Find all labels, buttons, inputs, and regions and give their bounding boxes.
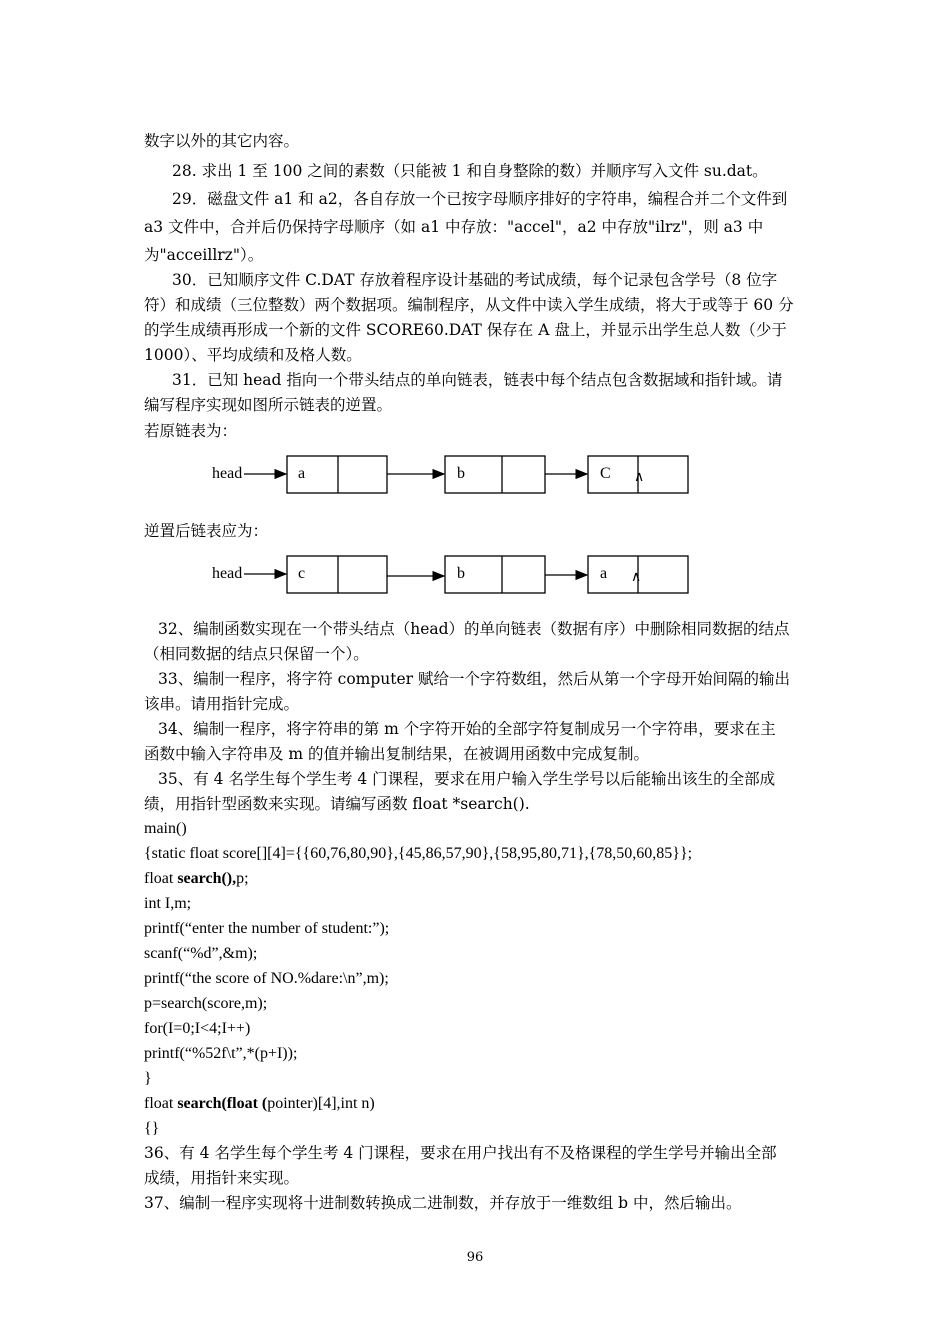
code-line: int I,m;: [144, 895, 192, 912]
head-label: head: [212, 565, 243, 582]
question-31: 31．已知 head 指向一个带头结点的单向链表，链表中每个结点包含数据域和指针域。请: [172, 371, 783, 389]
text-line: a3 文件中，合并后仍保持字母顺序（如 a1 中存放："accel"，a2 中存放"ilrz"，则 a3 中: [144, 218, 764, 236]
text-line: 编写程序实现如图所示链表的逆置。: [144, 396, 393, 414]
node-value: a: [298, 465, 306, 482]
text-line: 数字以外的其它内容。: [144, 132, 300, 150]
question-29: 29．磁盘文件 a1 和 a2，各自存放一个已按字母顺序排好的字符串，编程合并二个文件到: [172, 190, 788, 208]
question-35: 35、有 4 名学生每个学生考 4 门课程，要求在用户输入学生学号以后能输出该生的全部成: [158, 770, 776, 788]
question-30: 30．已知顺序文件 C.DAT 存放着程序设计基础的考试成绩，每个记录包含学号（8 位字: [172, 271, 778, 289]
code-bold-fragment: search(float (: [177, 1095, 268, 1112]
code-line: {}: [144, 1120, 160, 1137]
code-line: [144, 1094, 375, 1114]
code-line: printf(“enter the number of student:”);: [144, 920, 390, 937]
code-fragment: float: [144, 870, 178, 887]
node-value: b: [457, 565, 465, 582]
node-value: C: [600, 465, 611, 482]
text-line: 1000）、平均成绩和及格人数。: [144, 346, 362, 364]
text-line: 的学生成绩再形成一个新的文件 SCORE60.DAT 保存在 A 盘上，并显示出学生总人数（少于: [144, 321, 787, 339]
text-line: 成绩，用指针来实现。: [144, 1169, 300, 1187]
node-value: a: [600, 565, 608, 582]
node-value: b: [457, 465, 465, 482]
code-line: scanf(“%d”,&m);: [144, 945, 258, 962]
code-line: {static float score[][4]={{60,76,80,90},{45,86,57,90},{58,95,80,71},{78,50,60,85}};: [144, 845, 693, 862]
page-number: 96: [466, 1250, 484, 1265]
code-line: printf(“%52f\t”,*(p+I));: [144, 1045, 298, 1062]
code-line: for(I=0;I<4;I++): [144, 1020, 251, 1037]
code-line: printf(“the score of NO.%dare:\n”,m);: [144, 970, 389, 987]
question-36: 36、有 4 名学生每个学生考 4 门课程，要求在用户找出有不及格课程的学生学号并输出全部: [144, 1144, 777, 1162]
code-fragment: pointer)[4],int n): [267, 1095, 375, 1112]
text-line: 该串。请用指针完成。: [144, 695, 300, 713]
question-37: 37、编制一程序实现将十进制数转换成二进制数，并存放于一维数组 b 中，然后输出。: [144, 1194, 742, 1212]
text-line: 函数中输入字符串及 m 的值并输出复制结果，在被调用函数中完成复制。: [144, 745, 650, 763]
code-line: p=search(score,m);: [144, 995, 268, 1012]
question-32: 32、编制函数实现在一个带头结点（head）的单向链表（数据有序）中删除相同数据的结点: [158, 620, 790, 638]
code-line: }: [144, 1070, 152, 1087]
question-34: 34、编制一程序，将字符串的第 m 个字符开始的全部字符复制成另一个字符串，要求在主: [158, 720, 776, 738]
null-pointer-symbol: ∧: [634, 469, 645, 485]
code-line: [144, 869, 249, 889]
linked-list-original-diagram: [0, 0, 950, 620]
code-bold-fragment: search(),: [177, 870, 237, 887]
text-line: 符）和成绩（三位整数）两个数据项。编制程序，从文件中读入学生成绩，将大于或等于 60 分: [144, 296, 794, 314]
text-line: 若原链表为：: [144, 422, 238, 440]
text-line: （相同数据的结点只保留一个）。: [144, 645, 369, 663]
head-label: head: [212, 465, 243, 482]
null-pointer-symbol: ∧: [631, 569, 642, 585]
code-fragment: float: [144, 1095, 178, 1112]
code-fragment: p;: [236, 870, 249, 887]
text-line: 为"acceillrz"）。: [144, 246, 264, 264]
question-28: 28. 求出 1 至 100 之间的素数（只能被 1 和自身整除的数）并顺序写入文件 su.dat。: [172, 162, 768, 180]
code-line: main(): [144, 820, 187, 837]
node-value: c: [298, 565, 306, 582]
text-line: 绩，用指针型函数来实现。请编写函数 float *search().: [144, 795, 530, 813]
text-line: 逆置后链表应为：: [144, 522, 269, 540]
linked-list-reversed-diagram: [212, 556, 688, 593]
question-33: 33、编制一程序，将字符 computer 赋给一个字符数组，然后从第一个字母开始间隔的输出: [158, 670, 791, 688]
